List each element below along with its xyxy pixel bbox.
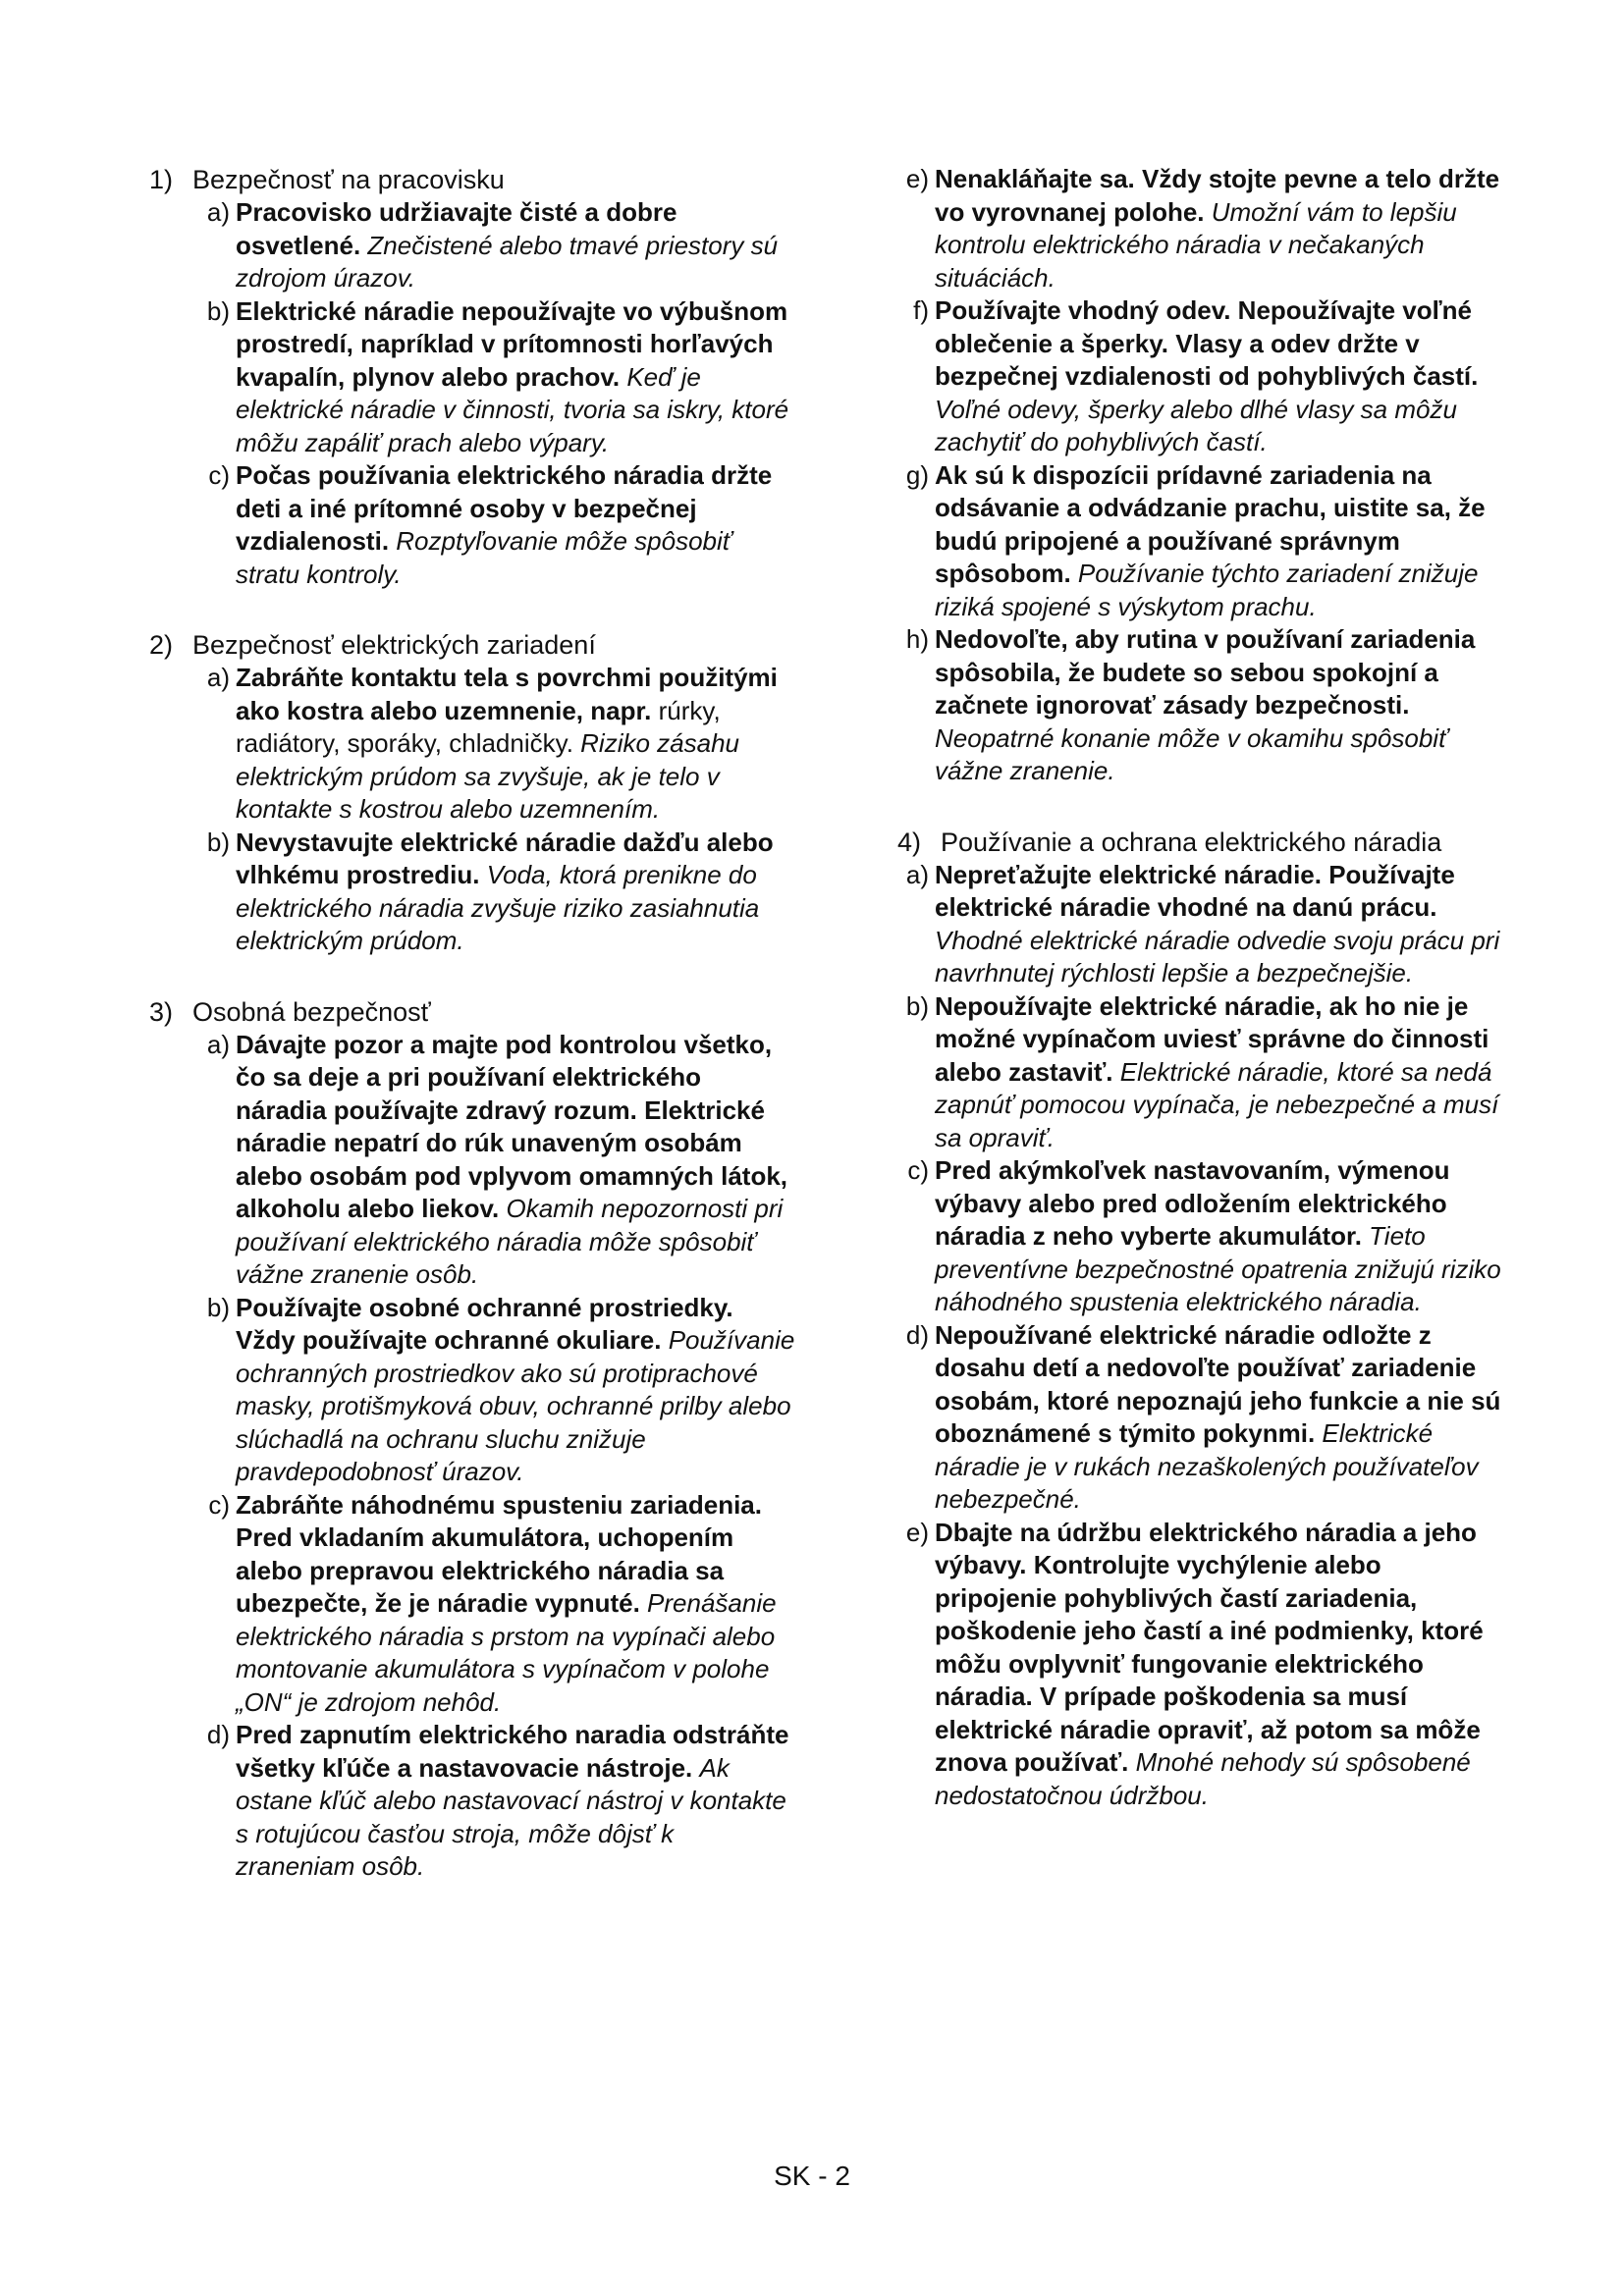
list-item	[897, 459, 1506, 624]
item-text	[236, 1489, 797, 1720]
item-text	[236, 1292, 797, 1489]
item-bold-text: Dávajte pozor a majte pod kontrolou všetko, čo sa deje a pri používaní elektrického náradia používajte zdravý rozum. Elektrické náradie nepatrí do rúk unaveným osobám alebo osobám pod vplyvom omamných látok, alkoholu alebo liekov.	[236, 1029, 788, 1223]
section-heading	[149, 163, 797, 196]
list-item	[897, 990, 1506, 1155]
item-bold-text: Pracovisko udržiavajte čisté a dobre osvetlené.	[236, 197, 677, 260]
item-letter: e)	[905, 164, 929, 193]
item-italic-text: Mnohé nehody sú spôsobené nedostatočnou údržbou.	[935, 1747, 1471, 1810]
list-item	[897, 294, 1506, 459]
item-bold-text: Zabráňte náhodnému spusteniu zariadenia. Pred vkladaním akumulátora, uchopením alebo prepravou elektrického náradia sa ubezpečte, že je náradie vypnuté.	[236, 1489, 762, 1618]
item-bold-text: Používajte vhodný odev. Nepoužívajte voľné oblečenie a šperky. Vlasy a odev držte v bezpečnej vzdialenosti od pohyblivých častí.	[935, 295, 1479, 391]
page-number: SK - 2	[774, 2161, 850, 2191]
item-letter: c)	[208, 460, 230, 490]
item-bold-text: Nepoužívajte elektrické náradie, ak ho nie je možné vypínačom uviesť správne do činnosti alebo zastaviť.	[935, 990, 1489, 1087]
item-italic-text: Okamih nepozornosti pri používaní elektrického náradia môže spôsobiť vážne zranenie osôb.	[236, 1194, 784, 1289]
item-bold-text: Dbajte na údržbu elektrického náradia a jeho výbavy. Kontrolujte vychýlenie alebo pripojenie pohyblivých častí zariadenia, poškodenie jeho častí a iné podmienky, ktoré môžu ovplyvniť fungovanie elektrického náradia. V prípade poškodenia sa musí elektrické náradie opraviť, až potom sa môže znova používať.	[935, 1517, 1484, 1777]
section-number: 2)	[149, 630, 174, 660]
item-text	[935, 163, 1506, 294]
item-text	[236, 1719, 797, 1884]
item-bold-text: Nepoužívané elektrické náradie odložte z dosahu detí a nedovoľte používať zariadenie osobám, ktoré nepoznajú jeho funkcie a nie sú oboznámené s týmito pokynmi.	[935, 1319, 1501, 1448]
list-item	[149, 1029, 797, 1292]
item-letter: c)	[907, 1155, 929, 1185]
list-item	[897, 1154, 1506, 1319]
item-text	[236, 196, 797, 295]
list-item	[149, 196, 797, 295]
item-bold-text: Nenakláňajte sa. Vždy stojte pevne a telo držte vo vyrovnanej polohe.	[935, 164, 1500, 227]
item-italic-text: Vhodné elektrické náradie odvedie svoju prácu pri navrhnutej rýchlosti lepšie a bezpečnejšie.	[935, 925, 1500, 988]
item-letter: b)	[905, 990, 929, 1021]
item-italic-text: Používanie ochranných prostriedkov ako sú protiprachové masky, protišmyková obuv, ochranné prilby alebo slúchadlá na ochranu sluchu znižuje pravdepodobnosť úrazov.	[236, 1325, 795, 1486]
item-letter: f)	[913, 295, 929, 325]
item-italic-text: Umožní vám to lepšiu kontrolu elektrického náradia v nečakaných situáciách.	[935, 196, 1457, 293]
section-heading	[149, 628, 797, 662]
item-letter: a)	[206, 1029, 230, 1059]
item-letter: a)	[206, 663, 230, 692]
list-item	[897, 859, 1506, 990]
section-2	[149, 628, 797, 958]
item-normal-text: rúrky, radiátory, sporáky, chladničky.	[236, 695, 721, 758]
list-item	[897, 1517, 1506, 1813]
item-text	[935, 859, 1506, 990]
list-item	[897, 163, 1506, 294]
item-letter: h)	[905, 624, 929, 654]
item-italic-text: Voľné odevy, šperky alebo dlhé vlasy sa môžu zachytiť do pohyblivých častí.	[935, 394, 1457, 456]
item-italic-text: Voda, ktorá prenikne do elektrického náradia zvyšuje riziko zasiahnutia elektrickým prúdom.	[236, 860, 760, 955]
section-number: 4)	[897, 827, 922, 857]
item-italic-text: Prenášanie elektrického náradia s prstom na vypínači alebo montovanie akumulátora s vypínačom v polohe „ON“ je zdrojom nehôd.	[236, 1588, 777, 1717]
section-number: 1)	[149, 165, 174, 194]
section-title: Osobná bezpečnosť	[192, 996, 431, 1027]
item-text	[236, 459, 797, 591]
item-text	[236, 662, 797, 827]
list-item	[149, 459, 797, 591]
list-item	[149, 295, 797, 460]
section-4	[897, 826, 1506, 1813]
left-column	[149, 163, 797, 1921]
section-heading	[149, 995, 797, 1029]
item-letter: c)	[208, 1489, 230, 1520]
list-item	[897, 623, 1506, 788]
right-column	[897, 163, 1506, 1849]
item-letter: d)	[905, 1319, 929, 1350]
item-letter: b)	[206, 295, 230, 326]
item-bold-text: Elektrické náradie nepoužívajte vo výbušnom prostredí, napríklad v prítomnosti horľavých kvapalín, plynov alebo prachov.	[236, 295, 788, 392]
item-italic-text: Keď je elektrické náradie v činnosti, tvoria sa iskry, ktoré môžu zapáliť prach alebo výpary.	[236, 361, 789, 457]
item-italic-text: Znečistené alebo tmavé priestory sú zdrojom úrazov.	[236, 230, 779, 293]
section-number: 3)	[149, 996, 174, 1027]
list-item	[149, 1292, 797, 1489]
item-text	[935, 990, 1506, 1155]
section-title: Bezpečnosť elektrických zariadení	[192, 630, 596, 660]
item-bold-text: Pred akýmkoľvek nastavovaním, výmenou výbavy alebo pred odložením elektrického náradia z neho vyberte akumulátor.	[935, 1155, 1450, 1251]
item-text	[236, 1029, 797, 1292]
item-italic-text: Riziko zásahu elektrickým prúdom sa zvyšuje, ak je telo v kontakte s kostrou alebo uzemnením.	[236, 728, 740, 824]
item-bold-text: Počas používania elektrického náradia držte deti a iné prítomné osoby v bezpečnej vzdialenosti.	[236, 460, 773, 556]
item-italic-text: Elektrické náradie, ktoré sa nedá zapnúť pomocou vypínača, je nebezpečné a musí sa opraviť.	[935, 1056, 1499, 1152]
list-item	[897, 1319, 1506, 1517]
item-bold-text: Pred zapnutím elektrického naradia odstráňte všetky kľúče a nastavovacie nástroje.	[236, 1720, 789, 1783]
item-text	[935, 1154, 1506, 1319]
item-text	[236, 295, 797, 460]
item-text	[935, 294, 1506, 459]
section-3	[149, 995, 797, 1884]
section-3-continued	[897, 163, 1506, 788]
list-item	[149, 827, 797, 958]
item-text	[935, 459, 1506, 624]
section-title: Bezpečnosť na pracovisku	[192, 165, 505, 194]
item-text	[236, 827, 797, 958]
item-text	[935, 1517, 1506, 1813]
section-heading	[897, 826, 1506, 859]
item-text	[935, 623, 1506, 788]
item-italic-text: Používanie týchto zariadení znižuje riziká spojené s výskytom prachu.	[935, 559, 1479, 621]
item-letter: b)	[206, 827, 230, 857]
item-letter: a)	[206, 197, 230, 227]
section-1	[149, 163, 797, 591]
item-letter: a)	[905, 859, 929, 889]
item-letter: b)	[206, 1292, 230, 1322]
section-title: Používanie a ochrana elektrického náradia	[941, 827, 1442, 857]
item-letter: e)	[905, 1517, 929, 1547]
item-italic-text: Ak ostane kľúč alebo nastavovací nástroj v kontakte s rotujúcou časťou stroja, môže dôjsť k zraneniam osôb.	[236, 1752, 786, 1881]
item-italic-text: Tieto preventívne bezpečnostné opatrenia znižujú riziko náhodného spustenia elektrického náradia.	[935, 1221, 1501, 1316]
item-letter: d)	[206, 1720, 230, 1749]
item-letter: g)	[905, 459, 929, 490]
item-bold-text: Zabráňte kontaktu tela s povrchmi použitými ako kostra alebo uzemnenie, napr.	[236, 663, 778, 725]
item-bold-text: Nedovoľte, aby rutina v používaní zariadenia spôsobila, že budete so sebou spokojní a začnete ignorovať zásady bezpečnosti.	[935, 624, 1476, 720]
item-bold-text: Používajte osobné ochranné prostriedky. Vždy používajte ochranné okuliare.	[236, 1292, 733, 1355]
item-bold-text: Ak sú k dispozícii prídavné zariadenia na odsávanie a odvádzanie prachu, uistite sa, že budú pripojené a používané správnym spôsobom.	[935, 459, 1486, 588]
item-bold-text: Nepreťažujte elektrické náradie. Používajte elektrické náradie vhodné na danú prácu.	[935, 859, 1455, 922]
item-italic-text: Neopatrné konanie môže v okamihu spôsobiť vážne zranenie.	[935, 722, 1448, 785]
item-text	[935, 1319, 1506, 1517]
list-item	[149, 662, 797, 827]
list-item	[149, 1489, 797, 1720]
list-item	[149, 1719, 797, 1884]
item-italic-text: Elektrické náradie je v rukách nezaškolených používateľov nebezpečné.	[935, 1418, 1479, 1514]
item-italic-text: Rozptyľovanie môže spôsobiť stratu kontroly.	[236, 526, 731, 589]
item-bold-text: Nevystavujte elektrické náradie dažďu alebo vlhkému prostrediu.	[236, 827, 774, 889]
